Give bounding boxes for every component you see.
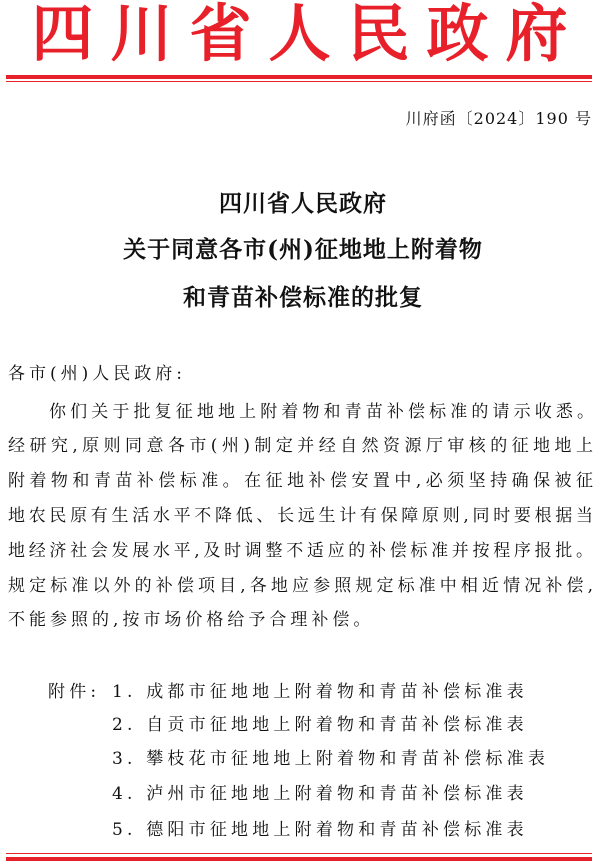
- attachment-item: 5. 德阳市征地地上附着物和青苗补偿标准表: [112, 820, 528, 840]
- attachment-item: 3. 攀枝花市征地地上附着物和青苗补偿标准表: [112, 749, 550, 769]
- title-line-3: 和青苗补偿标准的批复: [183, 284, 423, 311]
- attachment-item: 2. 自贡市征地地上附着物和青苗补偿标准表: [112, 715, 528, 735]
- footer-rule-thin: [6, 853, 592, 854]
- document-number: 川府函〔2024〕190 号: [405, 109, 592, 128]
- attachments-label: 附件:: [48, 682, 101, 702]
- title-line-1: 四川省人民政府: [219, 190, 387, 217]
- header-rule-thin: [6, 81, 592, 82]
- masthead-title: 四川省人民政府: [31, 0, 585, 70]
- body-line: 你们关于批复征地地上附着物和青苗补偿标准的请示收悉。: [49, 402, 594, 422]
- header-rule-thick: [6, 75, 592, 79]
- attachment-item: 1. 成都市征地地上附着物和青苗补偿标准表: [112, 682, 528, 702]
- body-line: 不能参照的,按市场价格给予合理补偿。: [8, 610, 375, 630]
- attachment-item: 4. 泸州市征地地上附着物和青苗补偿标准表: [112, 784, 528, 804]
- body-line: 经研究,原则同意各市(州)制定并经自然资源厅审核的征地地上: [8, 436, 593, 456]
- body-line: 地农民原有生活水平不降低、长远生计有保障原则,同时要根据当: [8, 506, 593, 526]
- body-line: 规定标准以外的补偿项目,各地应参照规定标准中相近情况补偿,: [8, 576, 593, 596]
- title-line-2: 关于同意各市(州)征地地上附着物: [123, 236, 483, 263]
- footer-rule-thick: [6, 857, 592, 861]
- salutation: 各市(州)人民政府:: [8, 364, 186, 384]
- body-line: 附着物和青苗补偿标准。在征地补偿安置中,必须坚持确保被征: [8, 471, 593, 491]
- body-line: 地经济社会发展水平,及时调整不适应的补偿标准并按程序报批。: [8, 541, 593, 561]
